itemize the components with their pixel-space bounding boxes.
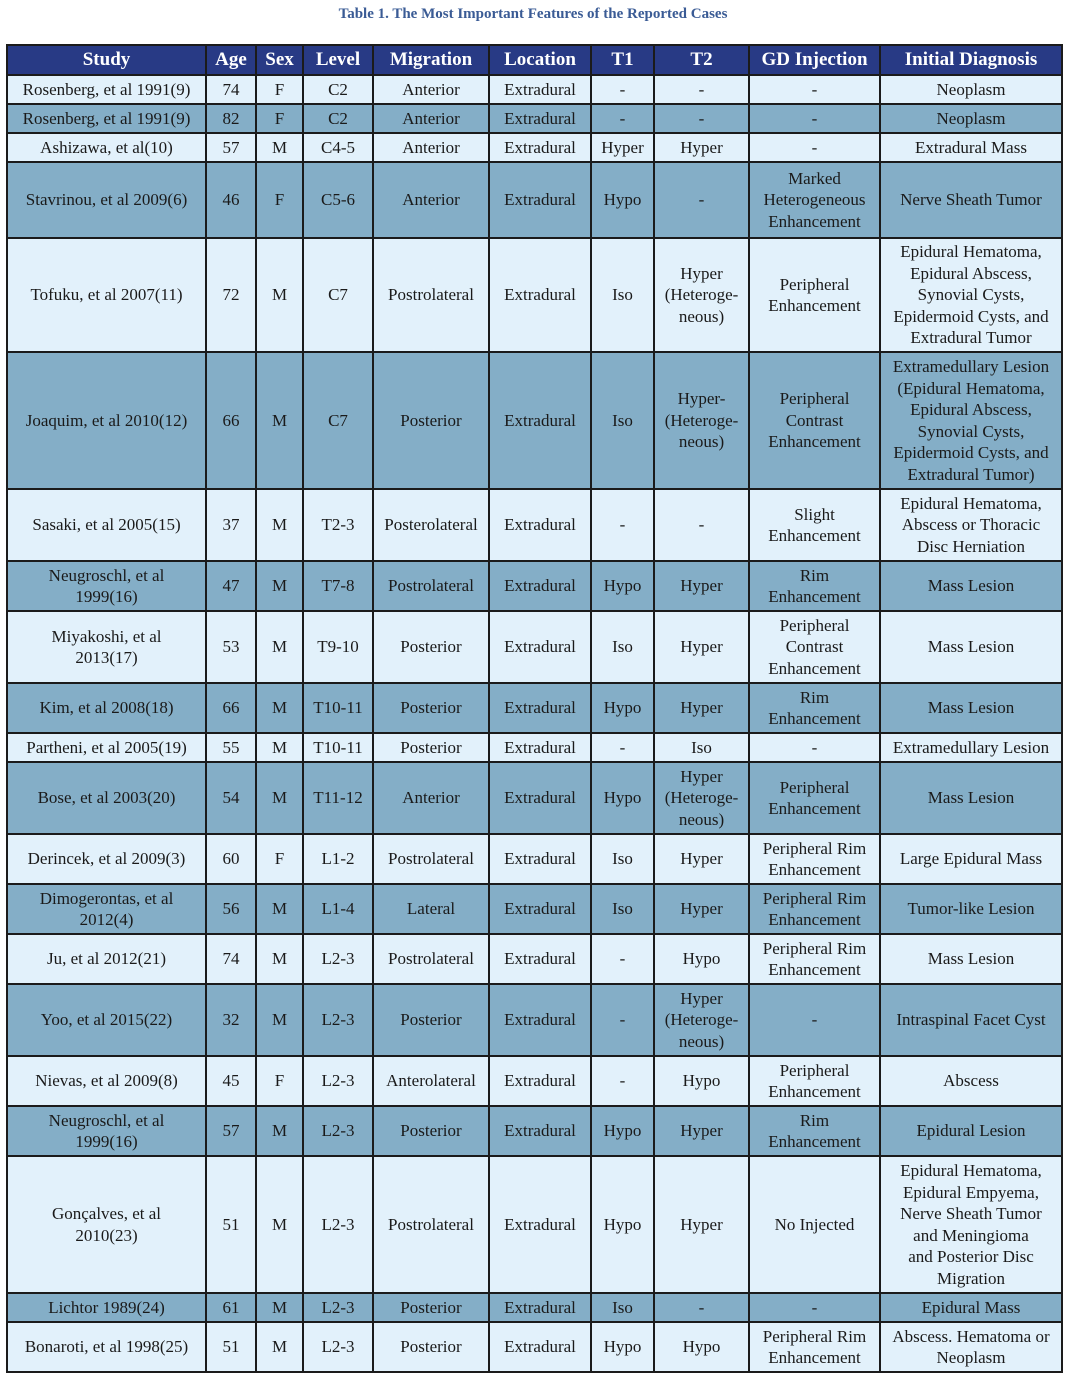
cell-location: Extradural: [489, 934, 591, 984]
cell-t2: Hyper: [654, 561, 749, 611]
features-table: [6, 44, 1063, 1373]
cell-sex: M: [256, 489, 303, 561]
cell-age: 66: [206, 352, 256, 489]
cell-initial-diagnosis: Epidural Hematoma, Epidural Empyema, Nerve Sheath Tumor and Meningioma and Posterior Disc Migration: [880, 1156, 1062, 1293]
cell-age: 72: [206, 238, 256, 352]
cell-t1: -: [591, 1056, 654, 1106]
table-row: [7, 561, 1062, 611]
cell-t2: Hypo: [654, 934, 749, 984]
cell-age: 55: [206, 733, 256, 762]
cell-sex: F: [256, 834, 303, 884]
cell-gd-injection: Peripheral Contrast Enhancement: [749, 352, 880, 489]
cell-level: C4-5: [303, 133, 373, 162]
cell-t1: -: [591, 75, 654, 104]
cell-age: 74: [206, 934, 256, 984]
cell-gd-injection: Peripheral Rim Enhancement: [749, 834, 880, 884]
cell-age: 45: [206, 1056, 256, 1106]
cell-t2: Hyper: [654, 683, 749, 733]
cell-t2: Hyper: [654, 1106, 749, 1156]
cell-sex: M: [256, 238, 303, 352]
cell-level: C2: [303, 75, 373, 104]
table-row: [7, 1056, 1062, 1106]
cell-age: 56: [206, 884, 256, 934]
header-age: Age: [206, 45, 256, 75]
cell-initial-diagnosis: Epidural Mass: [880, 1293, 1062, 1322]
cell-level: T10-11: [303, 683, 373, 733]
table-row: [7, 934, 1062, 984]
cell-location: Extradural: [489, 352, 591, 489]
cell-t2: Hypo: [654, 1056, 749, 1106]
cell-study: Ashizawa, et al(10): [7, 133, 206, 162]
table-row: [7, 352, 1062, 489]
cell-level: T2-3: [303, 489, 373, 561]
cell-initial-diagnosis: Intraspinal Facet Cyst: [880, 984, 1062, 1056]
cell-migration: Lateral: [373, 884, 489, 934]
header-study: Study: [7, 45, 206, 75]
cell-t2: -: [654, 75, 749, 104]
cell-level: L2-3: [303, 1293, 373, 1322]
cell-location: Extradural: [489, 683, 591, 733]
table-row: [7, 133, 1062, 162]
cell-t2: -: [654, 1293, 749, 1322]
header-t1: T1: [591, 45, 654, 75]
cell-location: Extradural: [489, 884, 591, 934]
table-row: [7, 75, 1062, 104]
cell-location: Extradural: [489, 611, 591, 683]
cell-location: Extradural: [489, 984, 591, 1056]
table-row: [7, 1156, 1062, 1293]
table-row: [7, 162, 1062, 238]
cell-location: Extradural: [489, 133, 591, 162]
cell-t2: Hyper- (Heteroge- neous): [654, 352, 749, 489]
table-row: [7, 611, 1062, 683]
cell-initial-diagnosis: Extramedullary Lesion (Epidural Hematoma, Epidural Abscess, Synovial Cysts, Epidermoid Cysts, and Extradural Tumor): [880, 352, 1062, 489]
cell-t1: Iso: [591, 834, 654, 884]
cell-initial-diagnosis: Mass Lesion: [880, 934, 1062, 984]
cell-t1: Iso: [591, 884, 654, 934]
cell-t1: -: [591, 104, 654, 133]
cell-location: Extradural: [489, 762, 591, 834]
cell-sex: M: [256, 561, 303, 611]
cell-gd-injection: Peripheral Enhancement: [749, 762, 880, 834]
cell-gd-injection: -: [749, 984, 880, 1056]
cell-age: 57: [206, 133, 256, 162]
cell-sex: M: [256, 762, 303, 834]
cell-migration: Anterior: [373, 104, 489, 133]
cell-migration: Postrolateral: [373, 561, 489, 611]
cell-level: T11-12: [303, 762, 373, 834]
cell-level: L2-3: [303, 1322, 373, 1372]
cell-migration: Posterior: [373, 611, 489, 683]
cell-t2: Hyper: [654, 834, 749, 884]
cell-t1: Hypo: [591, 1322, 654, 1372]
cell-gd-injection: -: [749, 133, 880, 162]
cell-study: Partheni, et al 2005(19): [7, 733, 206, 762]
cell-migration: Anterior: [373, 762, 489, 834]
cell-t1: Hypo: [591, 561, 654, 611]
cell-t1: Hypo: [591, 1156, 654, 1293]
cell-location: Extradural: [489, 834, 591, 884]
cell-study: Gonçalves, et al 2010(23): [7, 1156, 206, 1293]
cell-t2: Hyper: [654, 611, 749, 683]
cell-age: 37: [206, 489, 256, 561]
cell-t1: -: [591, 934, 654, 984]
cell-location: Extradural: [489, 75, 591, 104]
cell-sex: M: [256, 884, 303, 934]
cell-level: L2-3: [303, 1106, 373, 1156]
table-body: [7, 75, 1062, 1372]
cell-initial-diagnosis: Mass Lesion: [880, 683, 1062, 733]
cell-initial-diagnosis: Mass Lesion: [880, 561, 1062, 611]
cell-migration: Posterior: [373, 1322, 489, 1372]
cell-t1: Hypo: [591, 1106, 654, 1156]
cell-gd-injection: Peripheral Contrast Enhancement: [749, 611, 880, 683]
cell-t1: Iso: [591, 238, 654, 352]
cell-sex: M: [256, 611, 303, 683]
header-initial-diagnosis: Initial Diagnosis: [880, 45, 1062, 75]
cell-sex: M: [256, 733, 303, 762]
cell-sex: M: [256, 133, 303, 162]
cell-initial-diagnosis: Abscess: [880, 1056, 1062, 1106]
cell-t2: Hyper: [654, 133, 749, 162]
cell-t2: Hyper (Heteroge- neous): [654, 238, 749, 352]
cell-gd-injection: Rim Enhancement: [749, 561, 880, 611]
cell-location: Extradural: [489, 489, 591, 561]
cell-initial-diagnosis: Mass Lesion: [880, 611, 1062, 683]
cell-initial-diagnosis: Neoplasm: [880, 75, 1062, 104]
cell-study: Derincek, et al 2009(3): [7, 834, 206, 884]
cell-t1: Hypo: [591, 162, 654, 238]
cell-gd-injection: Marked Heterogeneous Enhancement: [749, 162, 880, 238]
cell-initial-diagnosis: Large Epidural Mass: [880, 834, 1062, 884]
cell-age: 66: [206, 683, 256, 733]
cell-gd-injection: Peripheral Rim Enhancement: [749, 934, 880, 984]
cell-gd-injection: -: [749, 1293, 880, 1322]
cell-study: Yoo, et al 2015(22): [7, 984, 206, 1056]
cell-t2: Iso: [654, 733, 749, 762]
cell-sex: M: [256, 1322, 303, 1372]
cell-t2: Hyper: [654, 1156, 749, 1293]
cell-study: Ju, et al 2012(21): [7, 934, 206, 984]
cell-location: Extradural: [489, 561, 591, 611]
cell-age: 46: [206, 162, 256, 238]
cell-age: 82: [206, 104, 256, 133]
cell-sex: M: [256, 1293, 303, 1322]
cell-t2: Hypo: [654, 1322, 749, 1372]
cell-study: Lichtor 1989(24): [7, 1293, 206, 1322]
cell-level: L1-2: [303, 834, 373, 884]
table-row: [7, 1322, 1062, 1372]
cell-gd-injection: Peripheral Enhancement: [749, 1056, 880, 1106]
header-gd-injection: GD Injection: [749, 45, 880, 75]
cell-study: Joaquim, et al 2010(12): [7, 352, 206, 489]
cell-sex: M: [256, 1156, 303, 1293]
cell-level: L2-3: [303, 1056, 373, 1106]
cell-level: T7-8: [303, 561, 373, 611]
cell-study: Rosenberg, et al 1991(9): [7, 104, 206, 133]
cell-migration: Postrolateral: [373, 1156, 489, 1293]
cell-gd-injection: Peripheral Rim Enhancement: [749, 884, 880, 934]
cell-t2: Hyper (Heteroge- neous): [654, 762, 749, 834]
cell-age: 47: [206, 561, 256, 611]
cell-sex: M: [256, 934, 303, 984]
cell-level: T9-10: [303, 611, 373, 683]
cell-study: Stavrinou, et al 2009(6): [7, 162, 206, 238]
table-row: [7, 884, 1062, 934]
cell-age: 57: [206, 1106, 256, 1156]
cell-gd-injection: Slight Enhancement: [749, 489, 880, 561]
cell-t1: Iso: [591, 352, 654, 489]
cell-location: Extradural: [489, 1056, 591, 1106]
cell-migration: Posterior: [373, 984, 489, 1056]
cell-sex: M: [256, 1106, 303, 1156]
cell-study: Neugroschl, et al 1999(16): [7, 1106, 206, 1156]
cell-level: L2-3: [303, 1156, 373, 1293]
cell-migration: Posterior: [373, 1293, 489, 1322]
cell-migration: Postrolateral: [373, 238, 489, 352]
cell-t2: -: [654, 162, 749, 238]
cell-t1: Iso: [591, 1293, 654, 1322]
cell-level: C7: [303, 352, 373, 489]
cell-location: Extradural: [489, 238, 591, 352]
table-caption: Table 1. The Most Important Features of the Reported Cases: [338, 6, 728, 22]
cell-initial-diagnosis: Neoplasm: [880, 104, 1062, 133]
cell-study: Tofuku, et al 2007(11): [7, 238, 206, 352]
cell-level: C5-6: [303, 162, 373, 238]
cell-gd-injection: -: [749, 104, 880, 133]
table-row: [7, 104, 1062, 133]
cell-t1: -: [591, 489, 654, 561]
cell-migration: Posterior: [373, 683, 489, 733]
cell-level: C7: [303, 238, 373, 352]
cell-level: C2: [303, 104, 373, 133]
header-row: [7, 45, 1062, 75]
cell-age: 51: [206, 1322, 256, 1372]
header-location: Location: [489, 45, 591, 75]
cell-gd-injection: Peripheral Enhancement: [749, 238, 880, 352]
cell-gd-injection: Rim Enhancement: [749, 683, 880, 733]
table-row: [7, 834, 1062, 884]
cell-t2: Hyper: [654, 884, 749, 934]
cell-t1: -: [591, 733, 654, 762]
cell-sex: M: [256, 984, 303, 1056]
table-row: [7, 1293, 1062, 1322]
cell-age: 32: [206, 984, 256, 1056]
cell-migration: Posterior: [373, 352, 489, 489]
cell-initial-diagnosis: Abscess. Hematoma or Neoplasm: [880, 1322, 1062, 1372]
cell-study: Neugroschl, et al 1999(16): [7, 561, 206, 611]
cell-t2: -: [654, 104, 749, 133]
cell-sex: F: [256, 104, 303, 133]
cell-study: Kim, et al 2008(18): [7, 683, 206, 733]
table-row: [7, 984, 1062, 1056]
cell-location: Extradural: [489, 104, 591, 133]
cell-age: 51: [206, 1156, 256, 1293]
table-row: [7, 1106, 1062, 1156]
cell-sex: F: [256, 1056, 303, 1106]
cell-t1: Hypo: [591, 762, 654, 834]
cell-gd-injection: Peripheral Rim Enhancement: [749, 1322, 880, 1372]
cell-study: Sasaki, et al 2005(15): [7, 489, 206, 561]
table-header: [7, 45, 1062, 75]
cell-age: 61: [206, 1293, 256, 1322]
table-row: [7, 762, 1062, 834]
cell-location: Extradural: [489, 1293, 591, 1322]
cell-study: Miyakoshi, et al 2013(17): [7, 611, 206, 683]
table-row: [7, 733, 1062, 762]
cell-location: Extradural: [489, 733, 591, 762]
cell-migration: Anterior: [373, 75, 489, 104]
cell-t2: -: [654, 489, 749, 561]
cell-initial-diagnosis: Mass Lesion: [880, 762, 1062, 834]
cell-migration: Postrolateral: [373, 934, 489, 984]
cell-t1: Iso: [591, 611, 654, 683]
cell-initial-diagnosis: Extramedullary Lesion: [880, 733, 1062, 762]
cell-sex: M: [256, 352, 303, 489]
table-row: [7, 683, 1062, 733]
cell-age: 74: [206, 75, 256, 104]
cell-study: Bonaroti, et al 1998(25): [7, 1322, 206, 1372]
header-migration: Migration: [373, 45, 489, 75]
cell-sex: F: [256, 75, 303, 104]
header-level: Level: [303, 45, 373, 75]
cell-initial-diagnosis: Tumor-like Lesion: [880, 884, 1062, 934]
cell-study: Nievas, et al 2009(8): [7, 1056, 206, 1106]
cell-age: 54: [206, 762, 256, 834]
cell-migration: Posterior: [373, 1106, 489, 1156]
cell-migration: Postrolateral: [373, 834, 489, 884]
cell-gd-injection: Rim Enhancement: [749, 1106, 880, 1156]
cell-migration: Posterolateral: [373, 489, 489, 561]
cell-t1: Hyper: [591, 133, 654, 162]
cell-level: L2-3: [303, 984, 373, 1056]
cell-sex: M: [256, 683, 303, 733]
cell-initial-diagnosis: Epidural Lesion: [880, 1106, 1062, 1156]
cell-level: L1-4: [303, 884, 373, 934]
cell-t1: Hypo: [591, 683, 654, 733]
cell-initial-diagnosis: Epidural Hematoma, Epidural Abscess, Synovial Cysts, Epidermoid Cysts, and Extradural Tumor: [880, 238, 1062, 352]
cell-migration: Anterolateral: [373, 1056, 489, 1106]
cell-t1: -: [591, 984, 654, 1056]
table-row: [7, 489, 1062, 561]
cell-study: Bose, et al 2003(20): [7, 762, 206, 834]
cell-age: 53: [206, 611, 256, 683]
header-sex: Sex: [256, 45, 303, 75]
cell-sex: F: [256, 162, 303, 238]
cell-gd-injection: No Injected: [749, 1156, 880, 1293]
cell-t2: Hyper (Heteroge- neous): [654, 984, 749, 1056]
cell-study: Dimogerontas, et al 2012(4): [7, 884, 206, 934]
cell-gd-injection: -: [749, 75, 880, 104]
cell-initial-diagnosis: Epidural Hematoma, Abscess or Thoracic Disc Herniation: [880, 489, 1062, 561]
cell-initial-diagnosis: Nerve Sheath Tumor: [880, 162, 1062, 238]
cell-gd-injection: -: [749, 733, 880, 762]
cell-initial-diagnosis: Extradural Mass: [880, 133, 1062, 162]
table-row: [7, 238, 1062, 352]
cell-migration: Anterior: [373, 133, 489, 162]
cell-location: Extradural: [489, 162, 591, 238]
cell-location: Extradural: [489, 1322, 591, 1372]
cell-study: Rosenberg, et al 1991(9): [7, 75, 206, 104]
cell-migration: Anterior: [373, 162, 489, 238]
cell-migration: Posterior: [373, 733, 489, 762]
cell-age: 60: [206, 834, 256, 884]
cell-location: Extradural: [489, 1106, 591, 1156]
cell-level: T10-11: [303, 733, 373, 762]
cell-level: L2-3: [303, 934, 373, 984]
header-t2: T2: [654, 45, 749, 75]
cell-location: Extradural: [489, 1156, 591, 1293]
